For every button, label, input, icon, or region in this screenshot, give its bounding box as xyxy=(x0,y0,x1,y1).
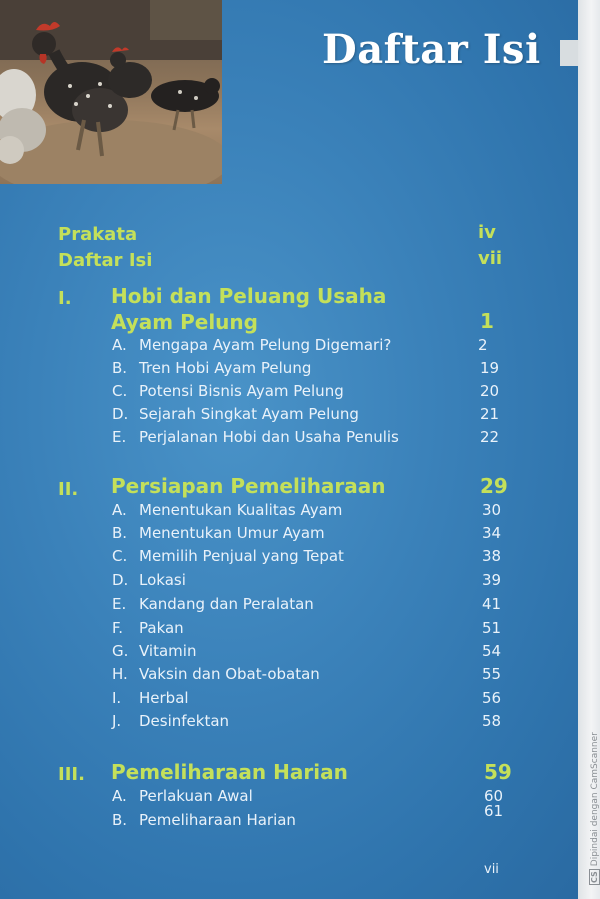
section-page: 54 xyxy=(482,642,502,660)
section-page: 19 xyxy=(480,359,500,377)
section-page: 22 xyxy=(480,428,500,446)
chapter-1-page: 1 xyxy=(480,309,494,333)
toc-section-1d xyxy=(0,405,578,425)
section-letter: J. xyxy=(112,712,122,730)
section-title: Menentukan Umur Ayam xyxy=(139,524,325,542)
section-letter: D. xyxy=(112,405,129,423)
chapter-1-title-line2: Ayam Pelung xyxy=(111,310,258,334)
toc-section-2j xyxy=(0,712,578,732)
section-title: Vaksin dan Obat-obatan xyxy=(139,665,320,683)
toc-section-2g xyxy=(0,642,578,662)
section-page: 21 xyxy=(480,405,500,423)
section-page: 38 xyxy=(482,547,502,565)
section-page: 39 xyxy=(482,571,502,589)
section-title: Menentukan Kualitas Ayam xyxy=(139,501,343,519)
section-page: 61 xyxy=(484,802,504,820)
section-letter: C. xyxy=(112,382,128,400)
section-title: Desinfektan xyxy=(139,712,230,730)
section-letter: E. xyxy=(112,595,127,613)
section-letter: C. xyxy=(112,547,128,565)
section-letter: G. xyxy=(112,642,129,660)
section-letter: D. xyxy=(112,571,129,589)
section-title: Perlakuan Awal xyxy=(139,787,253,805)
chicken-photo xyxy=(0,0,222,184)
section-title: Memilih Penjual yang Tepat xyxy=(139,547,344,565)
chapter-3-page: 59 xyxy=(484,760,512,784)
toc-section-2e xyxy=(0,595,578,615)
section-letter: H. xyxy=(112,665,128,683)
section-title: Pemeliharaan Harian xyxy=(139,811,296,829)
section-page: 34 xyxy=(482,524,502,542)
toc-section-1c xyxy=(0,382,578,402)
page-number: vii xyxy=(484,862,499,877)
title-tab-marker xyxy=(560,40,578,66)
section-letter: A. xyxy=(112,336,127,354)
toc-section-1a xyxy=(0,336,578,356)
toc-entry-daftar-isi-label: Daftar Isi xyxy=(58,250,153,271)
section-title: Pakan xyxy=(139,619,184,637)
section-title: Herbal xyxy=(139,689,189,707)
section-title: Tren Hobi Ayam Pelung xyxy=(139,359,312,377)
chapter-1-numeral: I. xyxy=(58,288,72,309)
camscanner-text: Dipindai dengan CamScanner xyxy=(590,732,600,867)
toc-section-2f xyxy=(0,619,578,639)
chapter-3-numeral: III. xyxy=(58,764,85,785)
toc-entry-daftar-isi-page: vii xyxy=(478,248,503,269)
section-letter: A. xyxy=(112,501,127,519)
chapter-1-title-line1: Hobi dan Peluang Usaha xyxy=(111,284,387,308)
section-title: Perjalanan Hobi dan Usaha Penulis xyxy=(139,428,399,446)
toc-section-2i xyxy=(0,689,578,709)
toc-section-3b xyxy=(0,811,578,831)
section-letter: B. xyxy=(112,359,128,377)
section-title: Sejarah Singkat Ayam Pelung xyxy=(139,405,359,423)
chapter-2-page: 29 xyxy=(480,474,508,498)
chapter-2-title: Persiapan Pemeliharaan xyxy=(111,474,386,498)
section-page: 56 xyxy=(482,689,502,707)
chapter-3-title: Pemeliharaan Harian xyxy=(111,760,348,784)
toc-section-2c xyxy=(0,547,578,567)
section-title: Kandang dan Peralatan xyxy=(139,595,314,613)
camscanner-badge: CS xyxy=(590,871,599,883)
chicken-illustration xyxy=(0,0,222,184)
section-page: 41 xyxy=(482,595,502,613)
section-letter: B. xyxy=(112,811,128,829)
section-page: 58 xyxy=(482,712,502,730)
toc-section-2d xyxy=(0,571,578,591)
page-title: Daftar Isi xyxy=(322,26,541,73)
section-page: 55 xyxy=(482,665,502,683)
section-letter: F. xyxy=(112,619,123,637)
toc-section-2a xyxy=(0,501,578,521)
chapter-2-numeral: II. xyxy=(58,479,79,500)
toc-section-2h xyxy=(0,665,578,685)
section-page: 30 xyxy=(482,501,502,519)
section-title: Lokasi xyxy=(139,571,186,589)
section-title: Potensi Bisnis Ayam Pelung xyxy=(139,382,344,400)
section-title: Mengapa Ayam Pelung Digemari? xyxy=(139,336,392,354)
section-letter: I. xyxy=(112,689,122,707)
section-page: 2 xyxy=(478,336,488,354)
toc-entry-prakata-label: Prakata xyxy=(58,224,138,245)
scanner-watermark xyxy=(589,732,600,885)
toc-section-1e xyxy=(0,428,578,448)
section-letter: A. xyxy=(112,787,127,805)
toc-section-1b xyxy=(0,359,578,379)
section-letter: B. xyxy=(112,524,128,542)
toc-entry-prakata-page: iv xyxy=(478,222,496,243)
toc-section-2b xyxy=(0,524,578,544)
section-title: Vitamin xyxy=(139,642,197,660)
section-letter: E. xyxy=(112,428,127,446)
section-page: 51 xyxy=(482,619,502,637)
section-page: 20 xyxy=(480,382,500,400)
section-page: 60 xyxy=(484,787,504,805)
